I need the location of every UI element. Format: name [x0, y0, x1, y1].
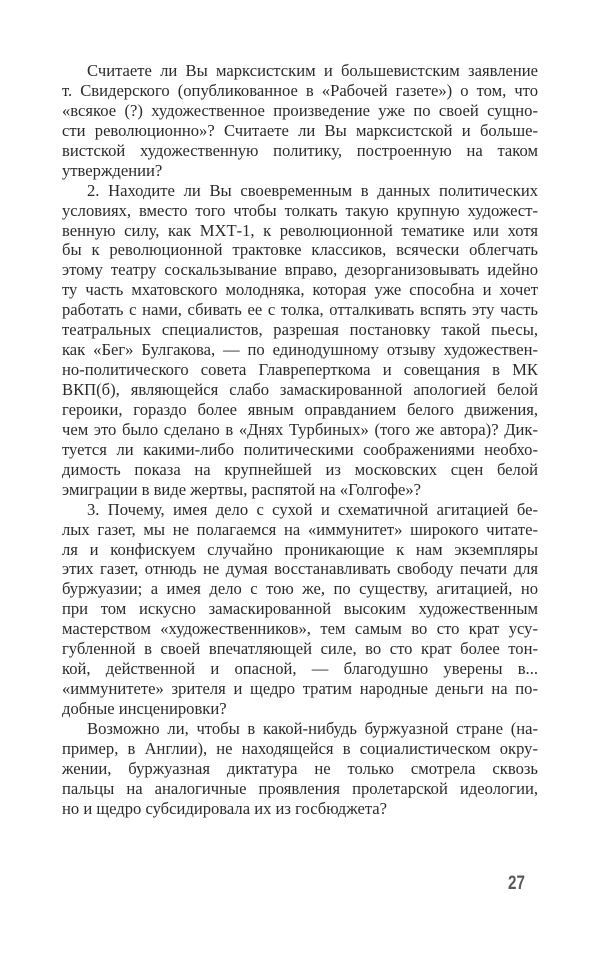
text-line: при том искусно замаскированной высоким художественным	[62, 599, 538, 619]
text-line: как «Бег» Булгакова, — по единодушному отзыву художествен-	[62, 340, 538, 360]
text-line: лых газет, мы не полагаемся на «иммунитет» широкого читате-	[62, 519, 538, 539]
text-line: венную силу, как МХТ-1, к революционной тематике или хотя	[62, 220, 538, 240]
text-line: ту часть мхатовского молодняка, которая уже способна и хочет	[62, 280, 538, 300]
text-line: работать с нами, сбивать ее с толка, отталкивать вспять эту часть	[62, 300, 538, 320]
text-line: 3. Почему, имея дело с сухой и схематичной агитацией бе-	[87, 499, 538, 519]
text-line: условиях, вместо того чтобы толкать такую крупную художест-	[62, 200, 538, 220]
text-line: ВКП(б), являющейся слабо замаскированной апологией белой	[62, 380, 538, 399]
text-line: театральных специалистов, разрешая постановку такой пьесы,	[62, 320, 538, 340]
text-line: туется ли какими-либо политическими соображениями необхо-	[62, 439, 538, 459]
text-line: кой, действенной и опасной, — благодушно уверены в...	[62, 659, 538, 679]
text-line: губленной в своей впечатляющей силе, во сто крат более тон-	[62, 639, 538, 659]
text-line: пальцы на аналогичные проявления пролетарской идеологии,	[62, 778, 538, 798]
text-line: «иммунитете» зрителя и щедро тратим народные деньги на по-	[62, 679, 538, 699]
text-line: но-политического совета Главреперткома и совещания в МК	[62, 360, 538, 380]
page-number: 27	[508, 873, 525, 894]
text-line: бы к революционной трактовке классиков, всячески облегчать	[62, 240, 538, 260]
text-line: чем это было сделано в «Днях Турбиных» (того же автора)? Дик-	[62, 419, 538, 439]
page-body-text	[62, 61, 538, 819]
text-line: димость показа на крупнейшей из московских сцен белой	[62, 459, 538, 479]
text-line: этому театру соскальзывание вправо, дезорганизовывать идейно	[62, 260, 538, 280]
paragraph	[62, 500, 538, 719]
text-line: вистской художественную политику, построенную на таком	[62, 140, 538, 160]
text-line: т. Свидерского (опубликованное в «Рабочей газете») о том, что	[62, 80, 538, 100]
paragraph	[62, 181, 538, 500]
text-line: утверждении?	[62, 160, 163, 180]
paragraph	[62, 61, 538, 181]
text-line: «всякое (?) художественное произведение уже по своей сущно-	[62, 100, 538, 120]
text-line: но и щедро субсидировала их из госбюджета?	[62, 798, 388, 818]
text-line: буржуазии; а имея дело с тою же, по существу, агитацией, но	[62, 579, 538, 599]
text-line: пример, в Англии), не находящейся в социалистическом окру-	[62, 738, 538, 758]
text-line: Возможно ли, чтобы в какой-нибудь буржуазной стране (на-	[87, 718, 538, 738]
paragraph	[62, 719, 538, 819]
text-line: героики, гораздо более явным оправданием белого движения,	[62, 399, 538, 419]
text-line: добные инсценировки?	[62, 699, 227, 718]
text-line: 2. Находите ли Вы своевременным в данных политических	[87, 180, 538, 200]
text-line: эмиграции в виде жертвы, распятой на «Голгофе»?	[62, 479, 422, 499]
text-line: мастерством «художественников», тем самым во сто крат усу-	[62, 619, 538, 639]
text-line: ля и конфискуем случайно проникающие к нам экземпляры	[62, 539, 538, 559]
text-line: сти революционно»? Считаете ли Вы марксистской и больше-	[62, 120, 538, 140]
text-line: этих газет, отнюдь не думая восстанавливать свободу печати для	[62, 559, 538, 579]
text-line: жении, буржуазная диктатура не только смотрела сквозь	[62, 758, 538, 778]
text-line: Считаете ли Вы марксистским и большевистским заявление	[87, 61, 538, 80]
